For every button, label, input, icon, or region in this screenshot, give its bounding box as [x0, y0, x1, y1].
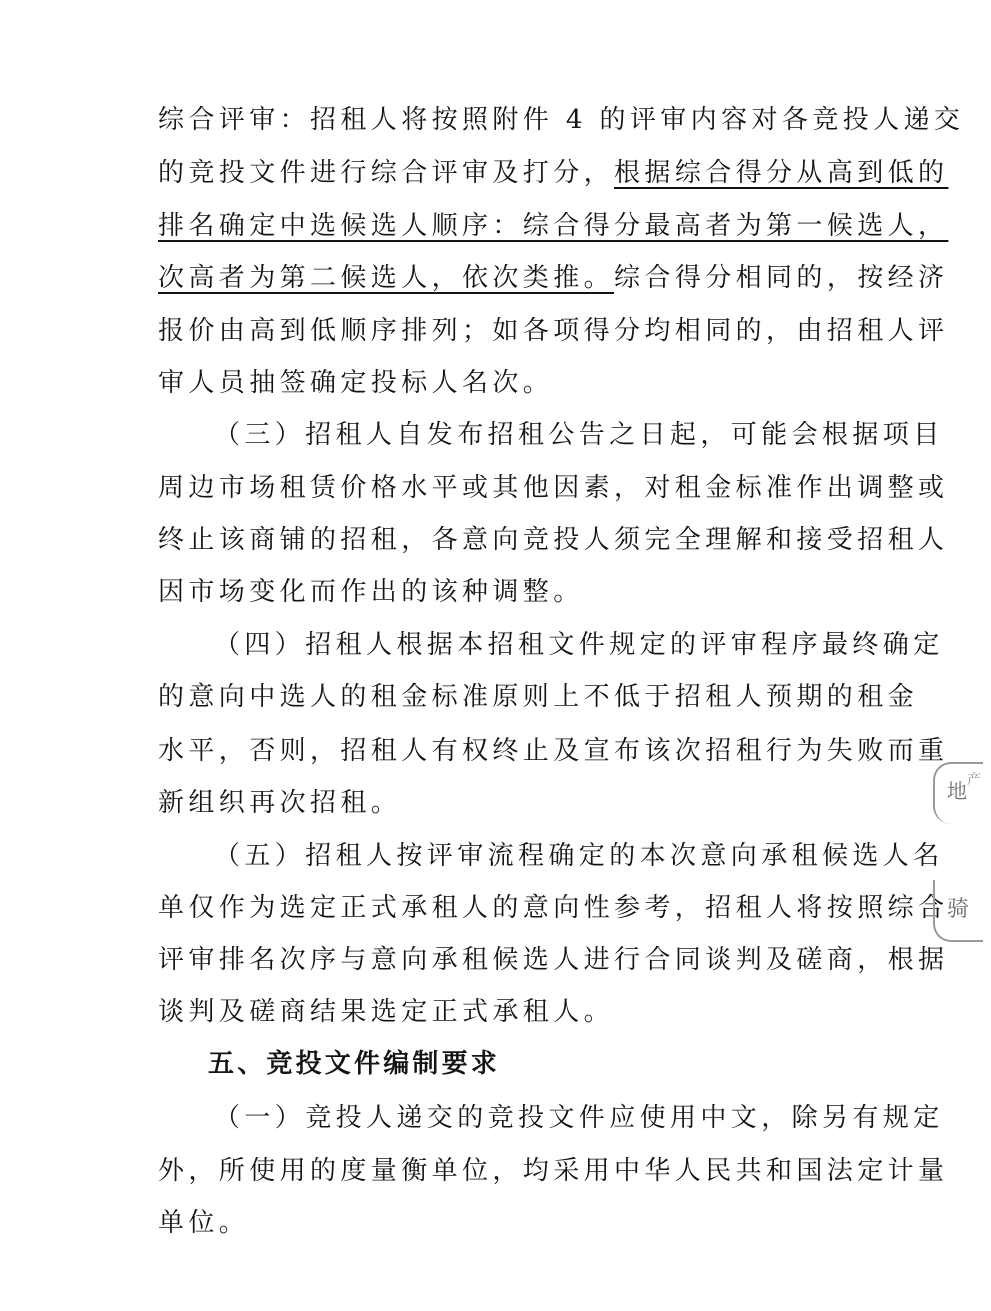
text-line: 外，所使用的度量衡单位，均采用中华人民共和国法定计量	[158, 1156, 949, 1186]
text-line: 周边市场租赁价格水平或其他因素，对租金标准作出调整或	[158, 473, 949, 503]
svg-text:产: 产	[967, 772, 981, 788]
text-line: 审人员抽签确定投标人名次。	[158, 368, 554, 398]
section-heading: 五、竞投文件编制要求	[208, 1049, 501, 1079]
text-line	[158, 258, 948, 298]
text-segment: 综合得分相同的，按经济	[614, 263, 949, 293]
text-line: （三）招租人自发布招租公告之日起，可能会根据项目	[214, 420, 944, 450]
text-line: 综合评审：招租人将按照附件 4 的评审内容对各竞投人递交	[158, 105, 965, 135]
text-line: 因市场变化而作出的该种调整。	[158, 577, 584, 607]
seal-fragment-top	[933, 762, 983, 824]
seal-fragment-bottom	[933, 880, 983, 942]
text-line: （五）招租人按评审流程确定的本次意向承租候选人名	[214, 841, 944, 871]
text-line: 谈判及磋商结果选定正式承租人。	[158, 997, 615, 1027]
underlined-text-line: 排名确定中选候选人顺序：综合得分最高者为第一候选人，	[158, 211, 949, 241]
seal-mark-icon	[943, 764, 983, 820]
text-line	[158, 153, 948, 193]
seal-mark-icon	[943, 880, 983, 936]
text-line: （一）竞投人递交的竞投文件应使用中文，除另有规定	[214, 1103, 944, 1133]
text-line: 新组织再次招租。	[158, 788, 402, 818]
text-line: 评审排名次序与意向承租候选人进行合同谈判及磋商，根据	[158, 945, 949, 975]
svg-text:骑: 骑	[947, 897, 970, 922]
text-line: 水平，否则，招租人有权终止及宣布该次招租行为失败而重	[158, 736, 949, 766]
text-line: 单位。	[158, 1208, 250, 1238]
text-line: 单仅作为选定正式承租人的意向性参考，招租人将按照综合	[158, 893, 949, 923]
svg-text:地: 地	[947, 779, 967, 803]
text-line: 报价由高到低顺序排列；如各项得分均相同的，由招租人评	[158, 316, 949, 346]
underlined-text: 根据综合得分从高到低的	[614, 158, 949, 188]
text-line: 的意向中选人的租金标准原则上不低于招租人预期的租金	[158, 682, 919, 712]
underlined-text: 次高者为第二候选人，依次类推。	[158, 263, 615, 293]
text-line: 终止该商铺的招租，各意向竞投人须完全理解和接受招租人	[158, 525, 949, 555]
text-segment: 的竞投文件进行综合评审及打分，	[158, 158, 615, 188]
text-line: （四）招租人根据本招租文件规定的评审程序最终确定	[214, 630, 944, 660]
